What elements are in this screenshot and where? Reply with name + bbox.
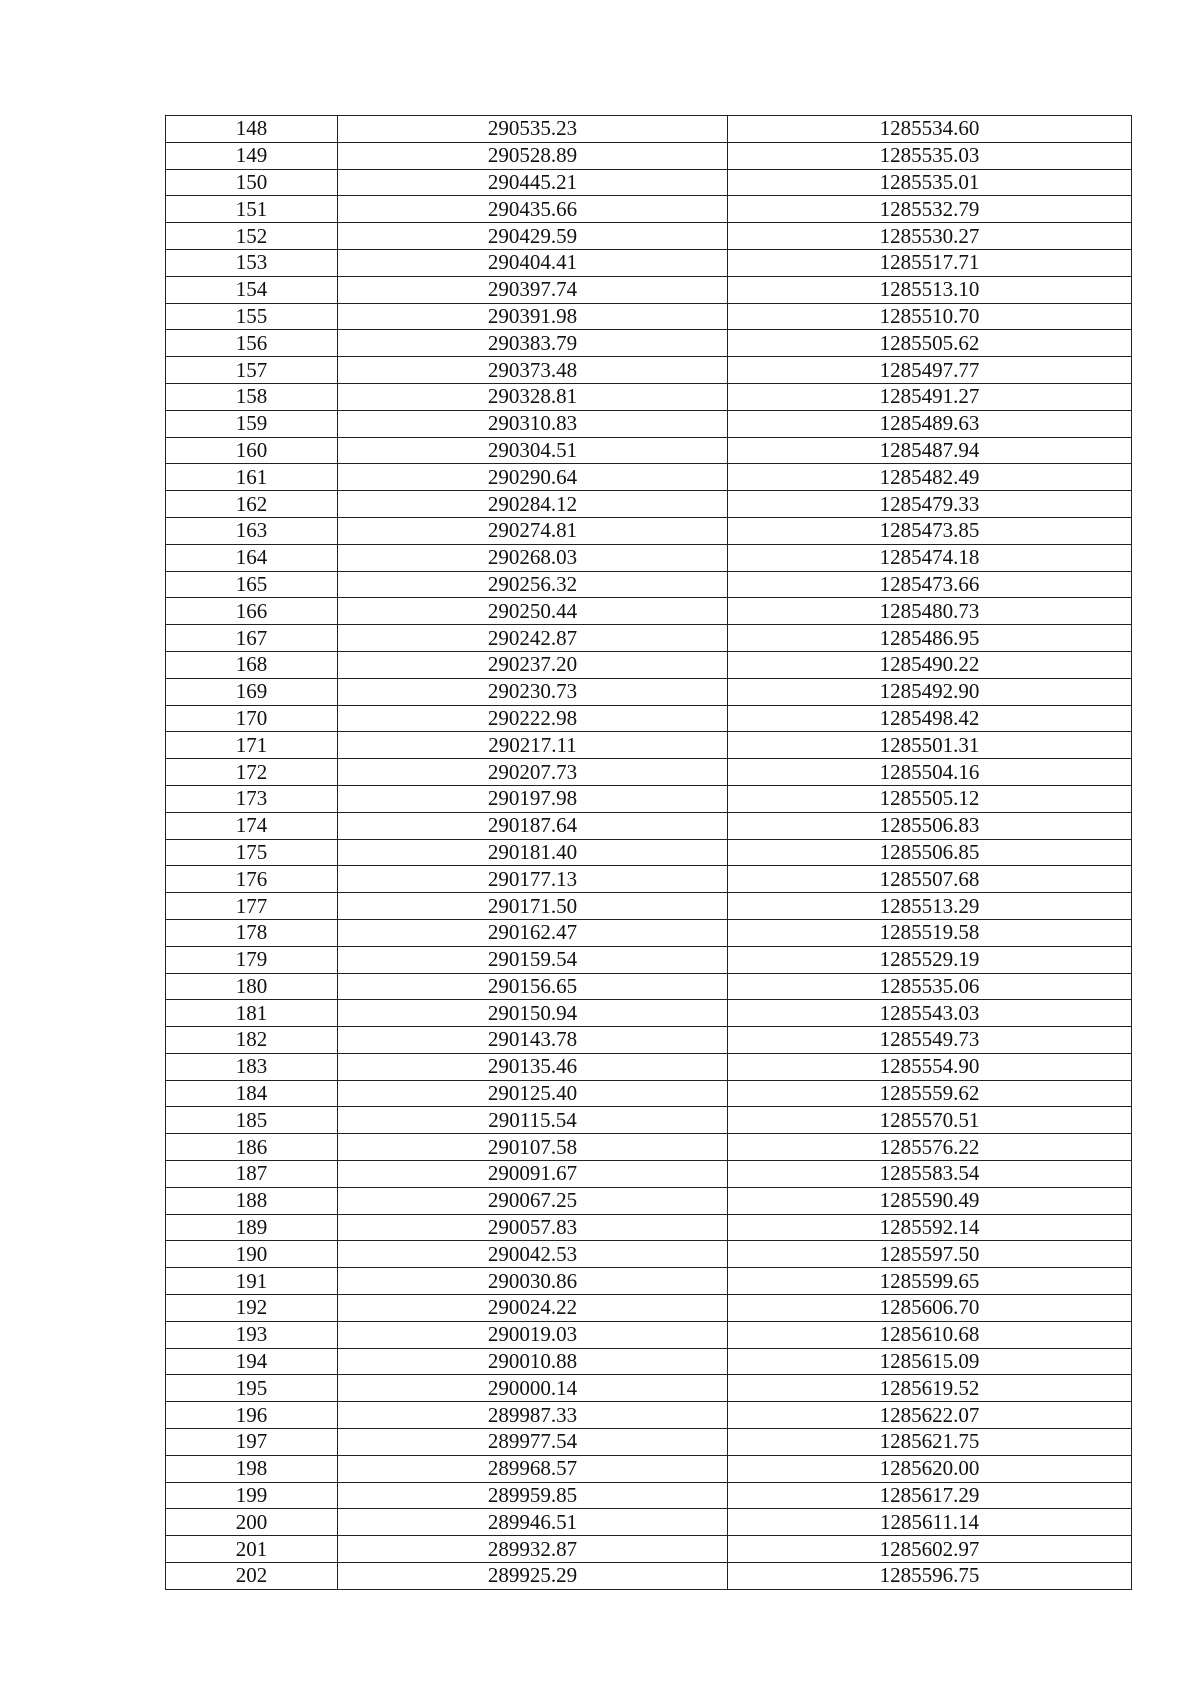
table-row: [166, 1348, 1132, 1375]
table-row: [166, 1482, 1132, 1509]
point-number-cell: 149: [166, 142, 338, 169]
y-coordinate-cell: 1285554.90: [728, 1053, 1132, 1080]
table-row: [166, 812, 1132, 839]
point-number-cell: 163: [166, 517, 338, 544]
y-coordinate-cell: 1285517.71: [728, 249, 1132, 276]
table-row: [166, 1295, 1132, 1322]
table-row: [166, 946, 1132, 973]
y-coordinate-cell: 1285491.27: [728, 383, 1132, 410]
y-coordinate-cell: 1285559.62: [728, 1080, 1132, 1107]
x-coordinate-cell: 290383.79: [338, 330, 728, 357]
y-coordinate-cell: 1285482.49: [728, 464, 1132, 491]
table-row: [166, 437, 1132, 464]
x-coordinate-cell: 289968.57: [338, 1455, 728, 1482]
point-number-cell: 190: [166, 1241, 338, 1268]
point-number-cell: 158: [166, 383, 338, 410]
x-coordinate-cell: 290222.98: [338, 705, 728, 732]
point-number-cell: 201: [166, 1536, 338, 1563]
point-number-cell: 181: [166, 1000, 338, 1027]
point-number-cell: 174: [166, 812, 338, 839]
table-row: [166, 1080, 1132, 1107]
table-row: [166, 759, 1132, 786]
x-coordinate-cell: 290429.59: [338, 223, 728, 250]
table-row: [166, 1000, 1132, 1027]
y-coordinate-cell: 1285617.29: [728, 1482, 1132, 1509]
point-number-cell: 161: [166, 464, 338, 491]
y-coordinate-cell: 1285504.16: [728, 759, 1132, 786]
point-number-cell: 155: [166, 303, 338, 330]
y-coordinate-cell: 1285490.22: [728, 651, 1132, 678]
table-row: [166, 1134, 1132, 1161]
point-number-cell: 168: [166, 651, 338, 678]
y-coordinate-cell: 1285549.73: [728, 1027, 1132, 1054]
table-row: [166, 276, 1132, 303]
x-coordinate-cell: 290230.73: [338, 678, 728, 705]
y-coordinate-cell: 1285529.19: [728, 946, 1132, 973]
point-number-cell: 189: [166, 1214, 338, 1241]
y-coordinate-cell: 1285479.33: [728, 491, 1132, 518]
x-coordinate-cell: 290284.12: [338, 491, 728, 518]
x-coordinate-cell: 290162.47: [338, 919, 728, 946]
point-number-cell: 169: [166, 678, 338, 705]
x-coordinate-cell: 290107.58: [338, 1134, 728, 1161]
table-row: [166, 839, 1132, 866]
point-number-cell: 193: [166, 1321, 338, 1348]
table-row: [166, 544, 1132, 571]
table-row: [166, 678, 1132, 705]
y-coordinate-cell: 1285535.06: [728, 973, 1132, 1000]
x-coordinate-cell: 290256.32: [338, 571, 728, 598]
y-coordinate-cell: 1285505.12: [728, 785, 1132, 812]
table-row: [166, 410, 1132, 437]
point-number-cell: 198: [166, 1455, 338, 1482]
y-coordinate-cell: 1285620.00: [728, 1455, 1132, 1482]
x-coordinate-cell: 290156.65: [338, 973, 728, 1000]
y-coordinate-cell: 1285487.94: [728, 437, 1132, 464]
table-row: [166, 625, 1132, 652]
table-row: [166, 598, 1132, 625]
point-number-cell: 172: [166, 759, 338, 786]
x-coordinate-cell: 290030.86: [338, 1268, 728, 1295]
table-row: [166, 1375, 1132, 1402]
point-number-cell: 184: [166, 1080, 338, 1107]
table-row: [166, 357, 1132, 384]
point-number-cell: 183: [166, 1053, 338, 1080]
x-coordinate-cell: 290290.64: [338, 464, 728, 491]
y-coordinate-cell: 1285474.18: [728, 544, 1132, 571]
x-coordinate-cell: 290304.51: [338, 437, 728, 464]
point-number-cell: 154: [166, 276, 338, 303]
point-number-cell: 148: [166, 116, 338, 143]
y-coordinate-cell: 1285506.85: [728, 839, 1132, 866]
table-row: [166, 1429, 1132, 1456]
y-coordinate-cell: 1285570.51: [728, 1107, 1132, 1134]
point-number-cell: 179: [166, 946, 338, 973]
point-number-cell: 185: [166, 1107, 338, 1134]
point-number-cell: 160: [166, 437, 338, 464]
point-number-cell: 164: [166, 544, 338, 571]
table-row: [166, 1241, 1132, 1268]
table-row: [166, 919, 1132, 946]
x-coordinate-cell: 290197.98: [338, 785, 728, 812]
point-number-cell: 188: [166, 1187, 338, 1214]
table-row: [166, 116, 1132, 143]
table-row: [166, 651, 1132, 678]
y-coordinate-cell: 1285597.50: [728, 1241, 1132, 1268]
x-coordinate-cell: 289959.85: [338, 1482, 728, 1509]
table-row: [166, 517, 1132, 544]
y-coordinate-cell: 1285535.03: [728, 142, 1132, 169]
point-number-cell: 194: [166, 1348, 338, 1375]
point-number-cell: 202: [166, 1563, 338, 1590]
point-number-cell: 165: [166, 571, 338, 598]
x-coordinate-cell: 290404.41: [338, 249, 728, 276]
y-coordinate-cell: 1285489.63: [728, 410, 1132, 437]
x-coordinate-cell: 290237.20: [338, 651, 728, 678]
table-row: [166, 973, 1132, 1000]
x-coordinate-cell: 290373.48: [338, 357, 728, 384]
point-number-cell: 182: [166, 1027, 338, 1054]
x-coordinate-cell: 290024.22: [338, 1295, 728, 1322]
point-number-cell: 191: [166, 1268, 338, 1295]
point-number-cell: 170: [166, 705, 338, 732]
table-row: [166, 142, 1132, 169]
y-coordinate-cell: 1285583.54: [728, 1161, 1132, 1188]
x-coordinate-cell: 290177.13: [338, 866, 728, 893]
table-row: [166, 893, 1132, 920]
y-coordinate-cell: 1285492.90: [728, 678, 1132, 705]
x-coordinate-cell: 290242.87: [338, 625, 728, 652]
y-coordinate-cell: 1285596.75: [728, 1563, 1132, 1590]
table-row: [166, 866, 1132, 893]
x-coordinate-cell: 290019.03: [338, 1321, 728, 1348]
table-row: [166, 1107, 1132, 1134]
point-number-cell: 177: [166, 893, 338, 920]
y-coordinate-cell: 1285519.58: [728, 919, 1132, 946]
y-coordinate-cell: 1285501.31: [728, 732, 1132, 759]
x-coordinate-cell: 289925.29: [338, 1563, 728, 1590]
x-coordinate-cell: 290274.81: [338, 517, 728, 544]
point-number-cell: 199: [166, 1482, 338, 1509]
y-coordinate-cell: 1285513.29: [728, 893, 1132, 920]
y-coordinate-cell: 1285622.07: [728, 1402, 1132, 1429]
point-number-cell: 153: [166, 249, 338, 276]
x-coordinate-cell: 289932.87: [338, 1536, 728, 1563]
point-number-cell: 167: [166, 625, 338, 652]
point-number-cell: 156: [166, 330, 338, 357]
x-coordinate-cell: 290328.81: [338, 383, 728, 410]
table-row: [166, 491, 1132, 518]
x-coordinate-cell: 290091.67: [338, 1161, 728, 1188]
point-number-cell: 159: [166, 410, 338, 437]
point-number-cell: 150: [166, 169, 338, 196]
y-coordinate-cell: 1285535.01: [728, 169, 1132, 196]
coordinate-table-body: [166, 116, 1132, 1590]
x-coordinate-cell: 290181.40: [338, 839, 728, 866]
table-row: [166, 1027, 1132, 1054]
point-number-cell: 162: [166, 491, 338, 518]
x-coordinate-cell: 290217.11: [338, 732, 728, 759]
x-coordinate-cell: 290010.88: [338, 1348, 728, 1375]
table-row: [166, 303, 1132, 330]
y-coordinate-cell: 1285592.14: [728, 1214, 1132, 1241]
table-row: [166, 785, 1132, 812]
x-coordinate-cell: 290445.21: [338, 169, 728, 196]
y-coordinate-cell: 1285599.65: [728, 1268, 1132, 1295]
x-coordinate-cell: 290310.83: [338, 410, 728, 437]
table-row: [166, 1536, 1132, 1563]
y-coordinate-cell: 1285497.77: [728, 357, 1132, 384]
y-coordinate-cell: 1285480.73: [728, 598, 1132, 625]
point-number-cell: 166: [166, 598, 338, 625]
table-row: [166, 464, 1132, 491]
coordinate-table: [165, 115, 1132, 1590]
x-coordinate-cell: 290250.44: [338, 598, 728, 625]
point-number-cell: 187: [166, 1161, 338, 1188]
y-coordinate-cell: 1285543.03: [728, 1000, 1132, 1027]
x-coordinate-cell: 290159.54: [338, 946, 728, 973]
table-row: [166, 330, 1132, 357]
x-coordinate-cell: 290187.64: [338, 812, 728, 839]
point-number-cell: 192: [166, 1295, 338, 1322]
table-row: [166, 1053, 1132, 1080]
y-coordinate-cell: 1285506.83: [728, 812, 1132, 839]
x-coordinate-cell: 290057.83: [338, 1214, 728, 1241]
point-number-cell: 200: [166, 1509, 338, 1536]
table-row: [166, 1187, 1132, 1214]
y-coordinate-cell: 1285611.14: [728, 1509, 1132, 1536]
table-row: [166, 223, 1132, 250]
x-coordinate-cell: 290397.74: [338, 276, 728, 303]
point-number-cell: 197: [166, 1429, 338, 1456]
table-row: [166, 1161, 1132, 1188]
table-row: [166, 1321, 1132, 1348]
x-coordinate-cell: 290067.25: [338, 1187, 728, 1214]
y-coordinate-cell: 1285530.27: [728, 223, 1132, 250]
y-coordinate-cell: 1285619.52: [728, 1375, 1132, 1402]
x-coordinate-cell: 290135.46: [338, 1053, 728, 1080]
table-row: [166, 1214, 1132, 1241]
x-coordinate-cell: 289987.33: [338, 1402, 728, 1429]
y-coordinate-cell: 1285590.49: [728, 1187, 1132, 1214]
y-coordinate-cell: 1285534.60: [728, 116, 1132, 143]
table-row: [166, 1402, 1132, 1429]
point-number-cell: 195: [166, 1375, 338, 1402]
y-coordinate-cell: 1285507.68: [728, 866, 1132, 893]
y-coordinate-cell: 1285510.70: [728, 303, 1132, 330]
x-coordinate-cell: 290000.14: [338, 1375, 728, 1402]
x-coordinate-cell: 290535.23: [338, 116, 728, 143]
table-row: [166, 732, 1132, 759]
point-number-cell: 151: [166, 196, 338, 223]
point-number-cell: 152: [166, 223, 338, 250]
x-coordinate-cell: 290391.98: [338, 303, 728, 330]
point-number-cell: 175: [166, 839, 338, 866]
x-coordinate-cell: 290207.73: [338, 759, 728, 786]
x-coordinate-cell: 290268.03: [338, 544, 728, 571]
y-coordinate-cell: 1285606.70: [728, 1295, 1132, 1322]
table-row: [166, 249, 1132, 276]
y-coordinate-cell: 1285615.09: [728, 1348, 1132, 1375]
x-coordinate-cell: 290528.89: [338, 142, 728, 169]
y-coordinate-cell: 1285486.95: [728, 625, 1132, 652]
table-row: [166, 169, 1132, 196]
table-row: [166, 1563, 1132, 1590]
table-row: [166, 1509, 1132, 1536]
x-coordinate-cell: 290115.54: [338, 1107, 728, 1134]
x-coordinate-cell: 290143.78: [338, 1027, 728, 1054]
x-coordinate-cell: 289946.51: [338, 1509, 728, 1536]
y-coordinate-cell: 1285473.85: [728, 517, 1132, 544]
point-number-cell: 173: [166, 785, 338, 812]
table-row: [166, 1268, 1132, 1295]
table-row: [166, 383, 1132, 410]
point-number-cell: 180: [166, 973, 338, 1000]
table-row: [166, 196, 1132, 223]
table-row: [166, 1455, 1132, 1482]
x-coordinate-cell: 289977.54: [338, 1429, 728, 1456]
y-coordinate-cell: 1285505.62: [728, 330, 1132, 357]
x-coordinate-cell: 290042.53: [338, 1241, 728, 1268]
y-coordinate-cell: 1285513.10: [728, 276, 1132, 303]
point-number-cell: 178: [166, 919, 338, 946]
y-coordinate-cell: 1285602.97: [728, 1536, 1132, 1563]
y-coordinate-cell: 1285532.79: [728, 196, 1132, 223]
y-coordinate-cell: 1285498.42: [728, 705, 1132, 732]
x-coordinate-cell: 290125.40: [338, 1080, 728, 1107]
y-coordinate-cell: 1285610.68: [728, 1321, 1132, 1348]
point-number-cell: 196: [166, 1402, 338, 1429]
table-row: [166, 705, 1132, 732]
point-number-cell: 186: [166, 1134, 338, 1161]
point-number-cell: 171: [166, 732, 338, 759]
point-number-cell: 176: [166, 866, 338, 893]
y-coordinate-cell: 1285576.22: [728, 1134, 1132, 1161]
x-coordinate-cell: 290171.50: [338, 893, 728, 920]
table-row: [166, 571, 1132, 598]
y-coordinate-cell: 1285473.66: [728, 571, 1132, 598]
x-coordinate-cell: 290435.66: [338, 196, 728, 223]
y-coordinate-cell: 1285621.75: [728, 1429, 1132, 1456]
point-number-cell: 157: [166, 357, 338, 384]
x-coordinate-cell: 290150.94: [338, 1000, 728, 1027]
